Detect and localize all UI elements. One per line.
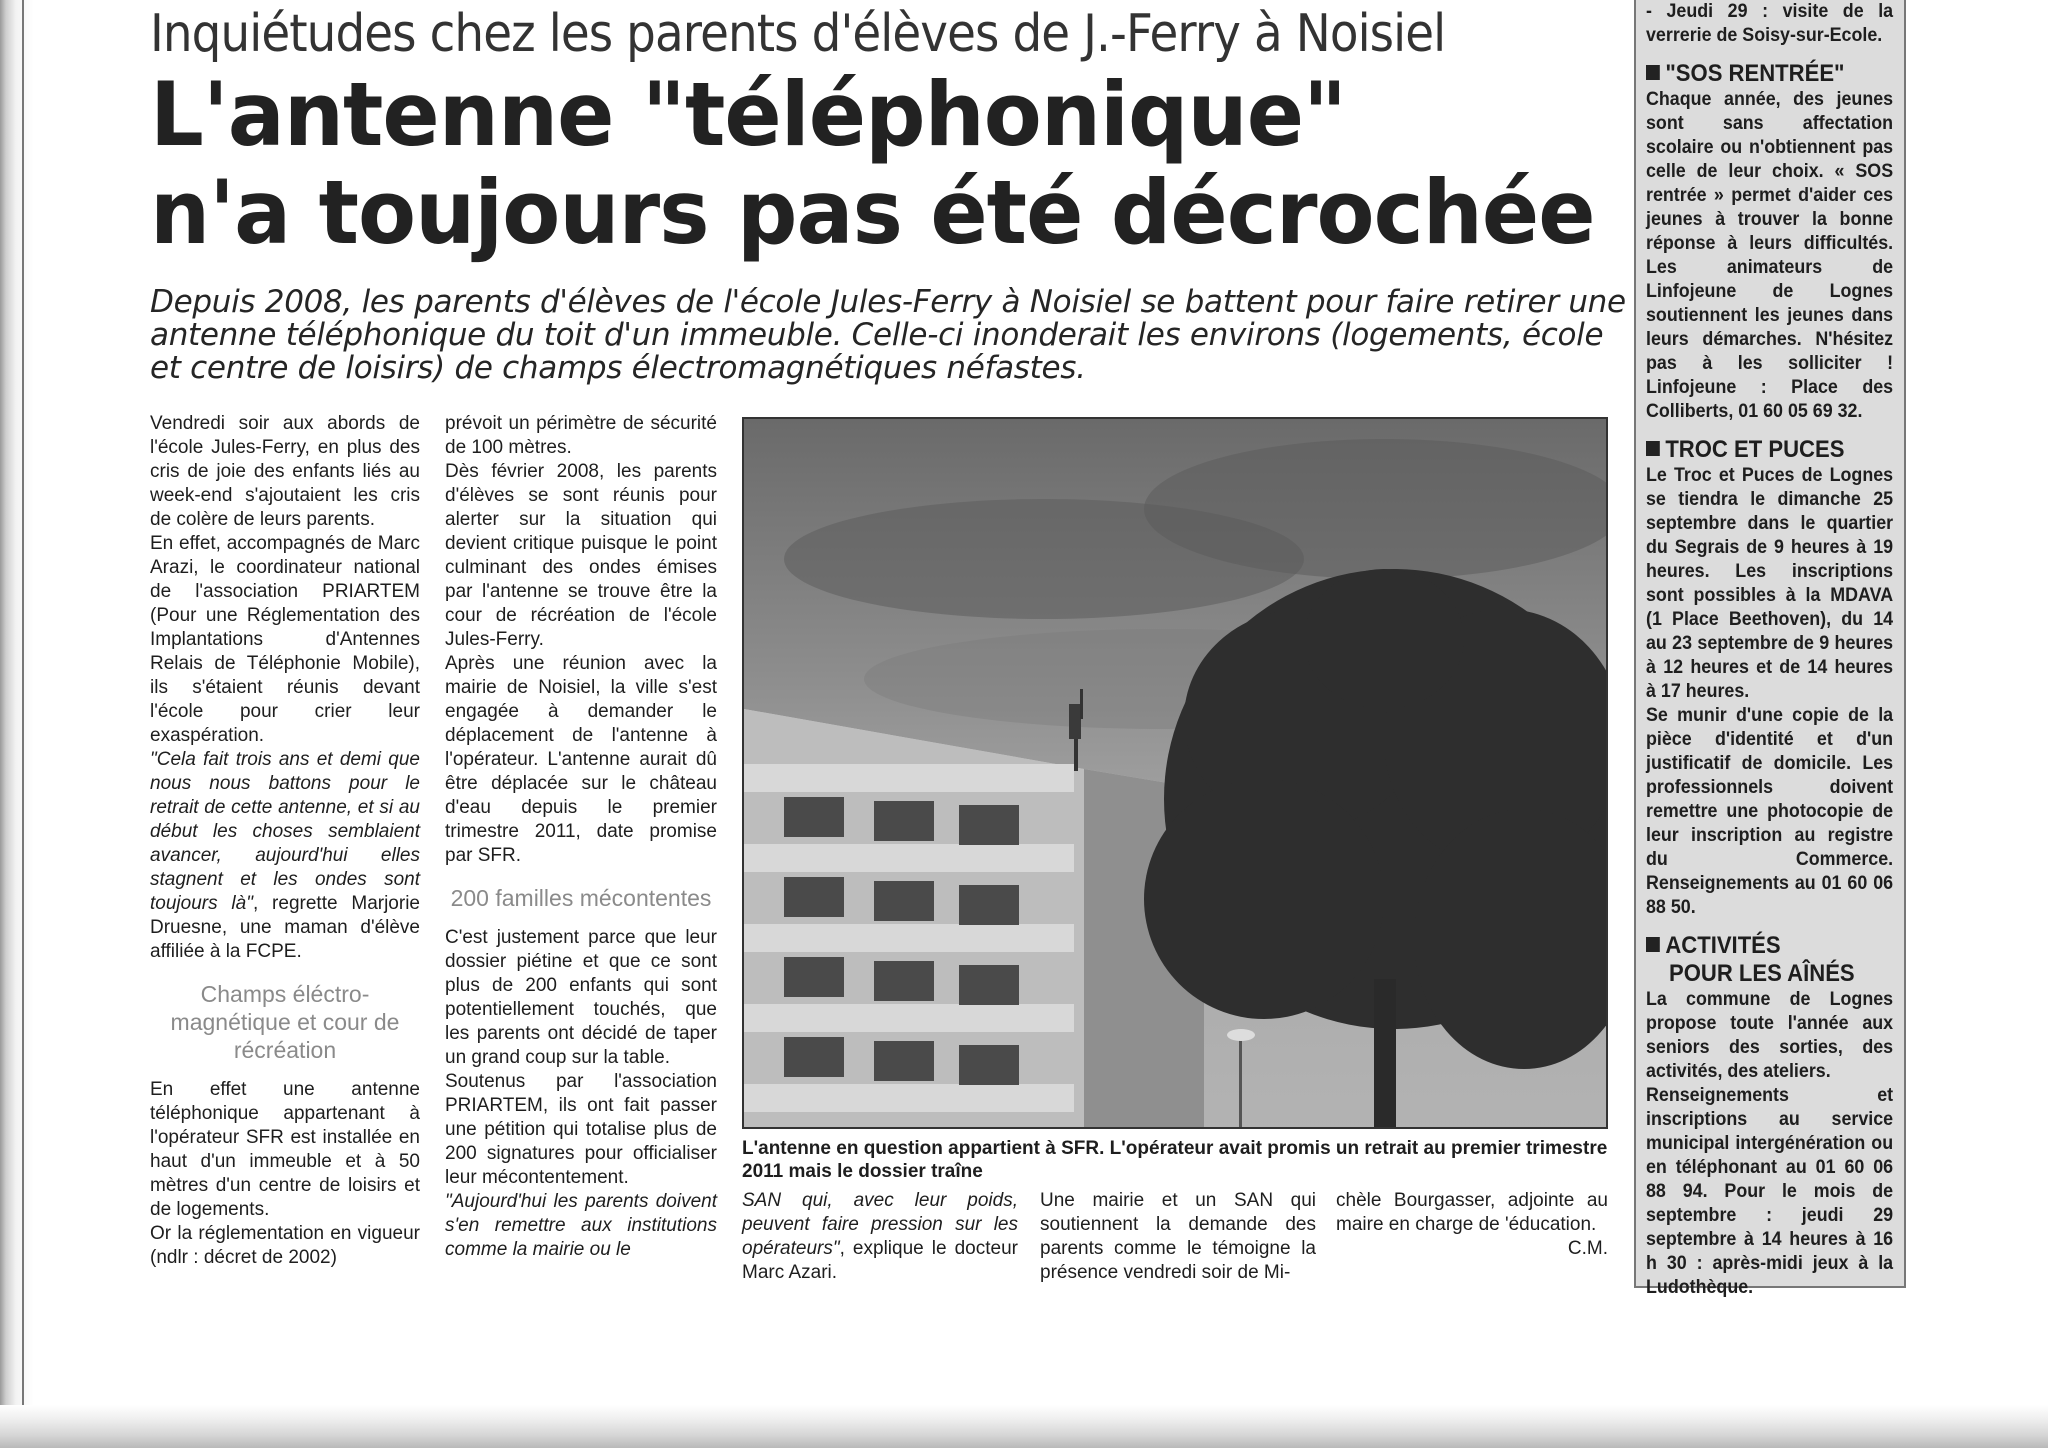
photo-caption: L'antenne en question appartient à SFR. L'opérateur avait promis un retrait au premier trimestre 2011 mais le dossier traîne xyxy=(742,1138,1608,1182)
sidebar-heading-text: "SOS RENTRÉE" xyxy=(1665,60,1845,87)
lede xyxy=(150,284,1626,386)
col1-paragraph-4: Or la réglementation en vigueur (ndlr : décret de 2002) xyxy=(150,1223,420,1268)
col3-tail: , explique le docteur Marc Azari. xyxy=(742,1238,1018,1283)
column-1 xyxy=(150,412,420,1270)
col3-paragraph xyxy=(742,1189,1018,1285)
col2-paragraph-5: Soutenus par l'association PRIARTEM, ils ont fait passer une pétition qui totalise plus de 200 signatures pour officialiser leur mécontentement. xyxy=(445,1071,717,1188)
col3-quote: SAN qui, avec leur poids, peuvent faire pression sur les opérateurs" xyxy=(742,1190,1018,1259)
lede-line-1: Depuis 2008, les parents d'élèves de l'école Jules-Ferry à Noisiel se battent pour faire retirer une xyxy=(150,284,1626,320)
square-bullet-icon xyxy=(1646,65,1660,80)
subhead-champs: Champs éléctro-magnétique et cour de récréation xyxy=(170,981,400,1063)
lede-line-3: et centre de loisirs) de champs électromagnétiques néfastes. xyxy=(150,350,1086,386)
sidebar-heading-text: TROC ET PUCES xyxy=(1665,436,1845,463)
column-4 xyxy=(1040,1189,1316,1285)
col1-quote: "Cela fait trois ans et demi que nous nous battons pour le retrait de cette antenne, et si au début les choses semblaient avancer, aujourd'hui elles stagnent et les ondes sont toujours là" xyxy=(150,749,420,914)
kicker: Inquiétudes chez les parents d'élèves de J.-Ferry à Noisiel xyxy=(150,4,1446,64)
photo-illustration xyxy=(744,419,1608,1129)
sidebar-intro: - Jeudi 29 : visite de la verrerie de Soisy-sur-Ecole. xyxy=(1646,1,1894,46)
col1-paragraph-3: En effet une antenne téléphonique appartenant à l'opérateur SFR est installée en haut d'un immeuble et à 50 mètres d'un centre de loisirs et de logements. xyxy=(150,1079,420,1220)
col1-paragraph-2: En effet, accompagnés de Marc Arazi, le coordinateur national de l'association PRIARTEM (Pour une Réglementation des Implantations d'Antennes Relais de Téléphonie Mobile), ils s'étaient réunis devant l'école pour crier leur exaspération. xyxy=(150,533,420,746)
author-signature: C.M. xyxy=(1567,1238,1608,1259)
sidebar-heading-text: ACTIVITÉS xyxy=(1665,932,1781,959)
col1-quote-paragraph xyxy=(150,748,420,964)
square-bullet-icon xyxy=(1646,937,1660,952)
sidebar-body-troc-puces-2: Se munir d'une copie de la pièce d'identité et d'un justificatif de domicile. Les professionnels doivent remettre une photocopie de leur inscription au registre du Commerce. Renseignements au 01 60 06 88 50. xyxy=(1646,705,1894,918)
col2-quote: "Aujourd'hui les parents doivent s'en remettre aux institutions comme la mairie ou le xyxy=(445,1191,717,1260)
column-2 xyxy=(445,412,717,1262)
sidebar-heading-troc-puces xyxy=(1646,436,1874,464)
sidebar-briefs xyxy=(1634,0,1906,1298)
antenna-building-photo xyxy=(742,417,1608,1129)
headline xyxy=(150,63,1595,264)
col2-paragraph-4: C'est justement parce que leur dossier piétine et que ce sont plus de 200 enfants qui sont potentiellement touchés, que les parents ont décidé de taper un grand coup sur la table. xyxy=(445,927,717,1068)
col4-paragraph: Une mairie et un SAN qui soutiennent la demande des parents comme le témoigne la présence vendredi soir de Mi- xyxy=(1040,1190,1316,1283)
col5-paragraph: chèle Bourgasser, adjointe au maire en charge de 'éducation. xyxy=(1336,1190,1608,1235)
col2-paragraph-2: Dès février 2008, les parents d'élèves se sont réunis pour alerter sur la situation qui devient critique puisque le point culminant des ondes émises par l'antenne se trouve être la cour de récréation de l'école Jules-Ferry. xyxy=(445,461,717,650)
sidebar-body-sos-rentree: Chaque année, des jeunes sont sans affectation scolaire ou n'obtiennent pas celle de leur choix. « SOS rentrée » permet d'aider ces jeunes à trouver la bonne réponse à leurs difficultés. Les animateurs de Linfojeune de Lognes soutiennent les jeunes dans leurs démarches. N'hésitez pas à les solliciter ! Linfojeune : Place des Colliberts, 01 60 05 69 32. xyxy=(1646,89,1894,422)
headline-line-2: n'a toujours pas été décrochée xyxy=(150,161,1595,264)
subhead-familles: 200 familles mécontentes xyxy=(450,885,712,911)
col1-quote-tail: , regrette Marjorie Druesne, une maman d'élève affiliée à la FCPE. xyxy=(150,893,420,962)
col2-paragraph-3: Après une réunion avec la mairie de Noisiel, la ville s'est engagée à demander le déplacement de l'antenne à l'opérateur. L'antenne aurait dû être déplacée sur le château d'eau depuis le premier trimestre 2011, date promise par SFR. xyxy=(445,653,717,866)
article xyxy=(150,0,1626,1300)
sidebar-body-activites: La commune de Lognes propose toute l'année aux seniors des sorties, des activités, des ateliers. xyxy=(1646,989,1894,1082)
sidebar-body-troc-puces: Le Troc et Puces de Lognes se tiendra le dimanche 25 septembre dans le quartier du Segrais de 9 heures à 19 heures. Les inscriptions sont possibles à la MDAVA (1 Place Beethoven), du 14 au 23 septembre de 9 heures à 12 heures et de 14 heures à 17 heures. xyxy=(1646,465,1894,702)
lede-line-2: antenne téléphonique du toit d'un immeuble. Celle-ci inonderait les environs (logements, école xyxy=(150,317,1604,353)
column-3 xyxy=(742,1189,1018,1285)
sidebar-heading-text-2: POUR LES AÎNÉS xyxy=(1669,960,1855,987)
col1-paragraph-1: Vendredi soir aux abords de l'école Jules-Ferry, en plus des cris de joie des enfants liés au week-end s'ajoutaient les cris de colère de leurs parents. xyxy=(150,413,420,530)
square-bullet-icon xyxy=(1646,441,1660,456)
headline-line-1: L'antenne "téléphonique" xyxy=(150,63,1347,166)
sidebar-heading-activites xyxy=(1646,932,1874,988)
sidebar-body-activites-2: Renseignements et inscriptions au service municipal intergénération ou en téléphonant au 01 60 06 88 94. Pour le mois de septembre : jeudi 29 septembre à 14 heures à 16 h 30 : après-midi jeux à la Ludothèque. xyxy=(1646,1085,1894,1298)
col2-paragraph-1: prévoit un périmètre de sécurité de 100 mètres. xyxy=(445,413,717,458)
scan-edge xyxy=(0,0,34,1448)
column-5 xyxy=(1336,1189,1608,1261)
scan-bottom-band xyxy=(0,1405,2048,1448)
sidebar-heading-sos-rentree xyxy=(1646,60,1874,88)
